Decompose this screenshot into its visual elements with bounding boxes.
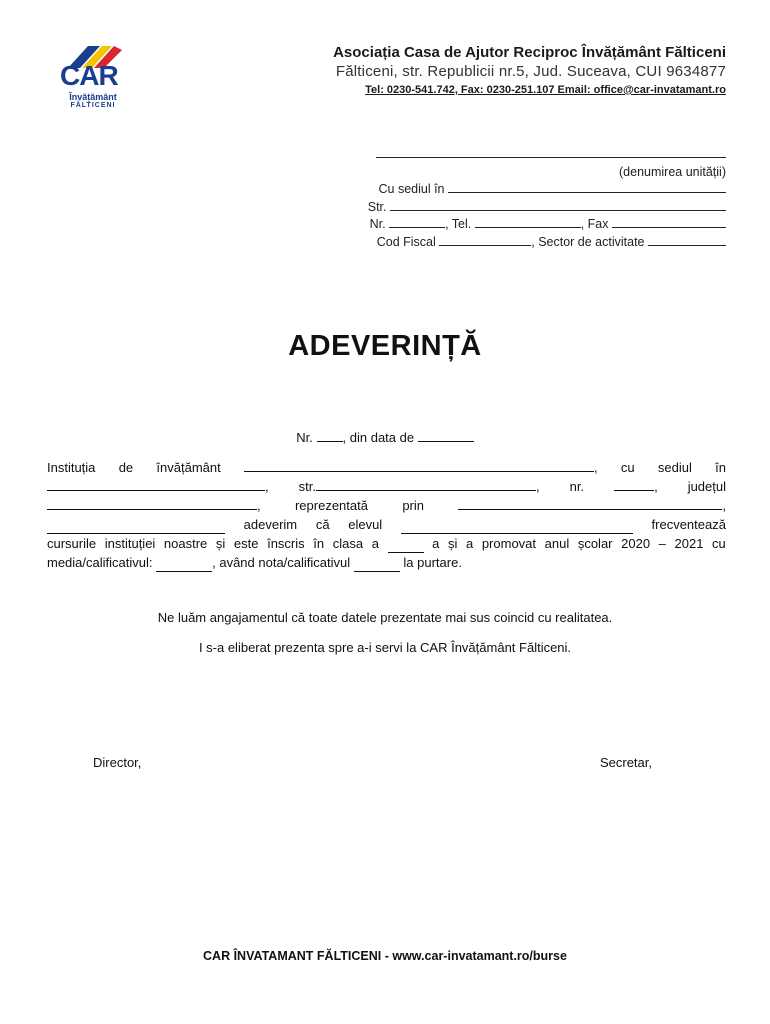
word: noastre [163,536,208,551]
word: , [265,479,269,494]
body-row-6 [47,553,726,572]
str-group [299,477,540,496]
label-fax: , Fax [580,217,609,231]
word: reprezentată [294,498,368,513]
word: frecventează [651,517,726,532]
blank-line [244,459,594,472]
word: înscris [267,536,305,551]
body-row-1 [47,458,726,477]
word: instituției [104,536,156,551]
word: media/calificativul: [47,555,153,570]
blank-line [458,497,722,510]
word: , [654,479,658,494]
word: – [658,536,666,551]
word: , având nota/calificativul [212,555,351,570]
signature-director: Director, [93,755,142,770]
blank-line-group [47,477,269,496]
page-footer: CAR ÎNVATAMANT FĂLTICENI - www.car-invatamant.ro/burse [203,949,567,963]
word: , [594,460,598,475]
blank-line [418,429,474,442]
word: anul [544,536,570,551]
blank-line [376,146,726,158]
word: că [315,517,330,532]
blank-line [388,540,424,553]
word: și [215,536,226,551]
blank-line [317,429,343,442]
statement-issued: I s-a eliberat prezenta spre a-i servi la CAR Învățământ Fălticeni. [198,640,572,655]
blank-line [156,559,212,572]
blank-line [354,559,400,572]
org-contact: Tel: 0230-541.742, Fax: 0230-251.107 Email: office@car-invatamant.ro [365,84,726,96]
word: sediul [657,460,692,475]
unit-name-line [360,146,726,164]
blank-line [448,181,726,193]
label-nr: Nr. [369,217,386,231]
nr-line [0,429,770,445]
label-cod: Cod Fiscal [376,234,436,249]
word: prin [402,498,424,513]
unit-nr-line [360,216,726,234]
word: județul [687,479,726,494]
word: , [257,498,261,513]
body-row-4 [47,515,726,534]
logo-line1: Învățământ [69,92,117,102]
label-str: Str. [367,199,387,214]
unit-str-line [360,199,726,217]
unit-name-hint: (denumirea unității) [619,164,726,179]
signature-secretar: Secretar, [599,755,652,770]
logo-line2: FĂLTICENI [70,102,116,109]
document-title: ADEVERINȚĂ [288,330,482,362]
word: 2020 [621,536,651,551]
word: a [371,536,379,551]
word: elevul [348,517,383,532]
word: a [465,536,474,551]
blank-line [390,199,726,211]
blank-line [47,521,225,534]
label-sector: , Sector de activitate [531,234,645,249]
logo-brand: CAR [60,60,118,91]
blank-line [389,216,445,228]
blank-line [47,497,257,510]
unit-cod-line [360,234,726,252]
certificate-body [47,458,726,572]
blank-line [316,478,536,491]
word: la purtare. [403,555,462,570]
blank-line [475,216,581,228]
word: 2021 [674,536,704,551]
label-date: , din data de [342,430,415,445]
statement-accuracy: Ne luăm angajamentul că toate datele prezentate mai sus coincid cu realitatea. [157,610,613,625]
label-nr-doc: Nr. [296,430,313,445]
blank-line [439,234,531,246]
blank-line [648,234,726,246]
word: , [535,479,540,494]
blank-line [401,521,633,534]
word: de [118,460,134,475]
body-row-3 [47,496,726,515]
word: cursurile [47,536,97,551]
word: clasa [332,536,364,551]
letterhead [333,44,726,98]
word: cu [712,536,726,551]
blank-line-institution [244,458,598,477]
org-address: Fălticeni, str. Republicii nr.5, Jud. Suceava, CUI 9634877 [335,63,726,80]
blank-line [47,478,265,491]
word: învățământ [156,460,221,475]
car-logo [58,40,126,112]
org-name: Asociația Casa de Ajutor Reciproc Învățământ Fălticeni [333,44,726,61]
label-tel: , Tel. [445,217,472,231]
word: Instituția [47,460,96,475]
word: școlar [577,536,613,551]
word: cu [620,460,635,475]
body-row-2 [47,477,726,496]
label-sediu: Cu sediul în [378,182,445,196]
blank-line-group [47,496,261,515]
word: și [447,536,458,551]
word: în [715,460,726,475]
body-row-5 [47,534,726,553]
nr-group [614,477,658,496]
blank-line [612,216,726,228]
word: a [432,536,440,551]
word: str. [298,479,316,494]
word: este [233,536,259,551]
unit-block [360,146,726,251]
word: nr. [569,479,585,494]
unit-sediu-line [360,181,726,199]
word: în [313,536,325,551]
word: adeverim [243,517,298,532]
blank-line [614,478,654,491]
blank-line-group [458,496,726,515]
word: promovat [481,536,537,551]
word: , [722,498,726,513]
